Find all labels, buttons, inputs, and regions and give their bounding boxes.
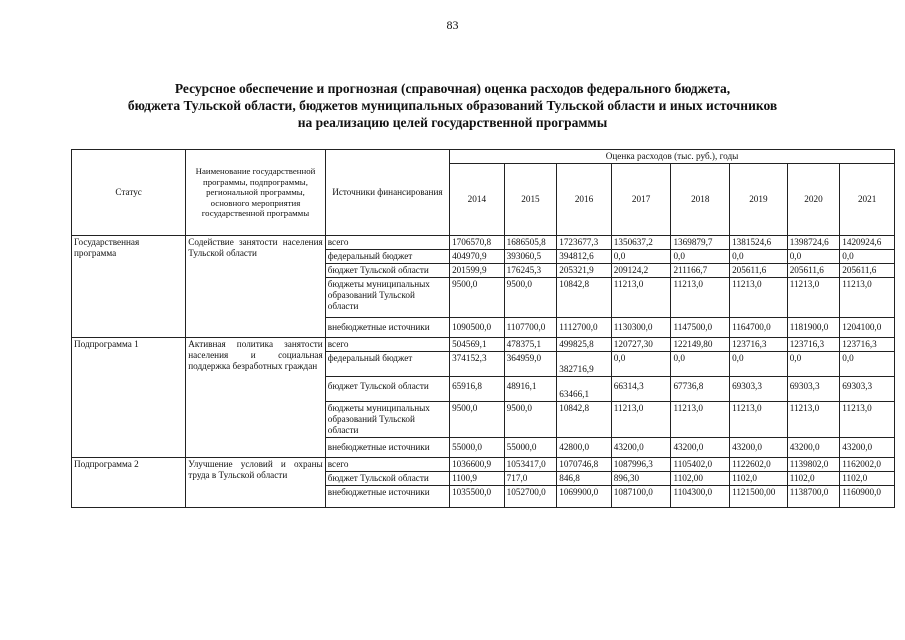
value-cell: 499825,8 xyxy=(557,338,612,352)
value-cell: 69303,3 xyxy=(787,377,840,402)
value-cell: 1100,9 xyxy=(450,472,505,486)
value-cell: 1102,0 xyxy=(730,472,788,486)
value-cell: 1147500,0 xyxy=(671,318,730,338)
value-cell: 0,0 xyxy=(787,250,840,264)
value-cell: 43200,0 xyxy=(730,438,788,458)
source-cell: бюджет Тульской области xyxy=(325,377,449,402)
header-year: 2015 xyxy=(504,164,557,236)
value-cell: 1139802,0 xyxy=(787,458,840,472)
source-cell: федеральный бюджет xyxy=(325,352,449,377)
value-cell: 717,0 xyxy=(504,472,557,486)
title-line: бюджета Тульской области, бюджетов муниципальных образований Тульской области и иных источников xyxy=(127,98,778,113)
value-cell: 9500,0 xyxy=(504,278,557,318)
value-cell: 1087100,0 xyxy=(611,486,671,508)
name-cell: Улучшение условий и охраны труда в Тульской области xyxy=(186,458,326,508)
value-cell: 1723677,3 xyxy=(557,236,612,250)
value-cell: 205611,6 xyxy=(730,264,788,278)
value-cell: 66314,3 xyxy=(611,377,671,402)
value-cell: 65916,8 xyxy=(450,377,505,402)
name-cell: Содействие занятости населения Тульской области xyxy=(186,236,326,338)
value-cell: 0,0 xyxy=(671,250,730,264)
value-cell: 42800,0 xyxy=(557,438,612,458)
value-cell: 205321,9 xyxy=(557,264,612,278)
value-cell: 1053417,0 xyxy=(504,458,557,472)
table-row xyxy=(72,338,895,352)
header-year: 2018 xyxy=(671,164,730,236)
value-cell: 1107700,0 xyxy=(504,318,557,338)
header-year: 2014 xyxy=(450,164,505,236)
value-cell: 404970,9 xyxy=(450,250,505,264)
header-year: 2021 xyxy=(840,164,895,236)
value-cell: 504569,1 xyxy=(450,338,505,352)
value-cell: 1160900,0 xyxy=(840,486,895,508)
value-cell: 69303,3 xyxy=(840,377,895,402)
value-cell: 43200,0 xyxy=(671,438,730,458)
value-cell: 11213,0 xyxy=(840,278,895,318)
value-cell: 11213,0 xyxy=(840,402,895,438)
value-cell: 1181900,0 xyxy=(787,318,840,338)
value-cell: 0,0 xyxy=(611,352,671,377)
value-cell: 1420924,6 xyxy=(840,236,895,250)
value-cell: 43200,0 xyxy=(611,438,671,458)
value-cell: 209124,2 xyxy=(611,264,671,278)
value-cell: 123716,3 xyxy=(787,338,840,352)
header-year: 2016 xyxy=(557,164,612,236)
value-cell: 896,30 xyxy=(611,472,671,486)
source-cell: всего xyxy=(325,458,449,472)
header-estimate: Оценка расходов (тыс. руб.), годы xyxy=(450,150,895,164)
value-cell: 1090500,0 xyxy=(450,318,505,338)
value-cell: 1112700,0 xyxy=(557,318,612,338)
value-cell: 176245,3 xyxy=(504,264,557,278)
value-cell: 11213,0 xyxy=(671,402,730,438)
value-cell: 9500,0 xyxy=(450,278,505,318)
value-cell: 1204100,0 xyxy=(840,318,895,338)
value-cell: 1130300,0 xyxy=(611,318,671,338)
status-cell: Подпрограмма 1 xyxy=(72,338,186,458)
value-cell: 1035500,0 xyxy=(450,486,505,508)
table-row xyxy=(72,458,895,472)
value-cell: 211166,7 xyxy=(671,264,730,278)
value-cell: 1121500,00 xyxy=(730,486,788,508)
title-line: Ресурсное обеспечение и прогнозная (справочная) оценка расходов федерального бюджета, xyxy=(174,81,731,96)
source-cell: внебюджетные источники xyxy=(325,318,449,338)
value-cell: 1398724,6 xyxy=(787,236,840,250)
value-cell: 0,0 xyxy=(611,250,671,264)
value-cell: 1102,00 xyxy=(671,472,730,486)
value-cell: 394812,6 xyxy=(557,250,612,264)
value-cell: 364959,0 xyxy=(504,352,557,377)
value-cell: 1369879,7 xyxy=(671,236,730,250)
value-cell: 55000,0 xyxy=(450,438,505,458)
source-cell: всего xyxy=(325,236,449,250)
value-cell: 1036600,9 xyxy=(450,458,505,472)
header-status: Статус xyxy=(72,150,186,236)
value-cell: 120727,30 xyxy=(611,338,671,352)
value-cell: 1381524,6 xyxy=(730,236,788,250)
status-cell: Государственная программа xyxy=(72,236,186,338)
value-cell: 846,8 xyxy=(557,472,612,486)
header-year: 2017 xyxy=(611,164,671,236)
source-cell: внебюджетные источники xyxy=(325,438,449,458)
value-cell: 0,0 xyxy=(730,250,788,264)
table-row xyxy=(72,236,895,250)
source-cell: бюджет Тульской области xyxy=(325,472,449,486)
value-cell: 48916,1 xyxy=(504,377,557,402)
value-cell: 1087996,3 xyxy=(611,458,671,472)
value-cell: 478375,1 xyxy=(504,338,557,352)
value-cell: 9500,0 xyxy=(504,402,557,438)
value-cell: 0,0 xyxy=(671,352,730,377)
value-cell: 1104300,0 xyxy=(671,486,730,508)
budget-table xyxy=(71,149,895,508)
status-cell: Подпрограмма 2 xyxy=(72,458,186,508)
page-number: 83 xyxy=(446,18,459,32)
value-cell: 205611,6 xyxy=(787,264,840,278)
value-cell: 1350637,2 xyxy=(611,236,671,250)
value-cell: 123716,3 xyxy=(840,338,895,352)
header-year: 2019 xyxy=(730,164,788,236)
value-cell: 1102,0 xyxy=(840,472,895,486)
source-cell: всего xyxy=(325,338,449,352)
value-cell: 374152,3 xyxy=(450,352,505,377)
value-cell: 393060,5 xyxy=(504,250,557,264)
value-cell: 0,0 xyxy=(840,250,895,264)
source-cell: бюджет Тульской области xyxy=(325,264,449,278)
value-cell: 1138700,0 xyxy=(787,486,840,508)
value-cell: 11213,0 xyxy=(611,402,671,438)
value-cell: 0,0 xyxy=(840,352,895,377)
value-cell: 11213,0 xyxy=(787,402,840,438)
value-cell: 1102,0 xyxy=(787,472,840,486)
page-title xyxy=(60,80,845,131)
value-cell: 1105402,0 xyxy=(671,458,730,472)
title-line: на реализацию целей государственной программы xyxy=(297,115,608,130)
value-cell: 0,0 xyxy=(787,352,840,377)
value-cell: 10842,8 xyxy=(557,402,612,438)
value-cell: 122149,80 xyxy=(671,338,730,352)
value-cell: 43200,0 xyxy=(787,438,840,458)
value-cell: 55000,0 xyxy=(504,438,557,458)
value-cell: 11213,0 xyxy=(730,278,788,318)
name-cell: Активная политика занятости населения и социальная поддержка безработных граждан xyxy=(186,338,326,458)
source-cell: внебюджетные источники xyxy=(325,486,449,508)
value-cell: 1069900,0 xyxy=(557,486,612,508)
value-cell: 382716,9 xyxy=(557,352,612,377)
value-cell: 1052700,0 xyxy=(504,486,557,508)
value-cell: 10842,8 xyxy=(557,278,612,318)
value-cell: 201599,9 xyxy=(450,264,505,278)
source-cell: федеральный бюджет xyxy=(325,250,449,264)
value-cell: 69303,3 xyxy=(730,377,788,402)
value-cell: 63466,1 xyxy=(557,377,612,402)
value-cell: 1162002,0 xyxy=(840,458,895,472)
header-sources: Источники финансирования xyxy=(325,150,449,236)
value-cell: 205611,6 xyxy=(840,264,895,278)
source-cell: бюджеты муниципальных образований Тульской области xyxy=(325,402,449,438)
header-year: 2020 xyxy=(787,164,840,236)
value-cell: 9500,0 xyxy=(450,402,505,438)
value-cell: 1164700,0 xyxy=(730,318,788,338)
value-cell: 1070746,8 xyxy=(557,458,612,472)
value-cell: 11213,0 xyxy=(611,278,671,318)
value-cell: 123716,3 xyxy=(730,338,788,352)
value-cell: 67736,8 xyxy=(671,377,730,402)
value-cell: 43200,0 xyxy=(840,438,895,458)
value-cell: 11213,0 xyxy=(671,278,730,318)
value-cell: 1706570,8 xyxy=(450,236,505,250)
value-cell: 11213,0 xyxy=(787,278,840,318)
value-cell: 1686505,8 xyxy=(504,236,557,250)
header-name: Наименование государственной программы, подпрограммы, региональной программы, основного мероприятия государственной программы xyxy=(186,150,326,236)
source-cell: бюджеты муниципальных образований Тульской области xyxy=(325,278,449,318)
value-cell: 0,0 xyxy=(730,352,788,377)
value-cell: 1122602,0 xyxy=(730,458,788,472)
value-cell: 11213,0 xyxy=(730,402,788,438)
